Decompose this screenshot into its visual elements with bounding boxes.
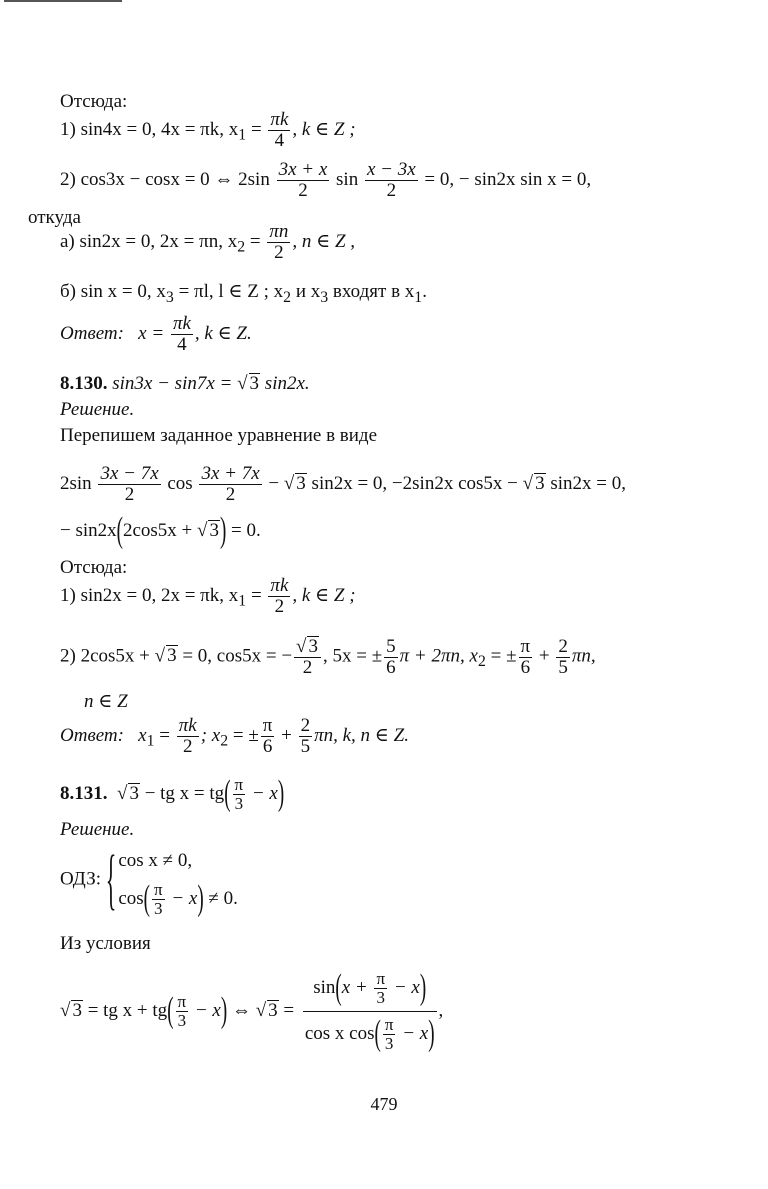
eq-text: − sin2x <box>60 520 117 541</box>
paren: ) <box>419 967 427 1008</box>
equation-line-1 <box>60 110 356 151</box>
frac-den: 3 <box>234 794 244 813</box>
eq-text: = 0. <box>226 520 261 541</box>
eq-text: sin2x. <box>260 373 310 394</box>
eq-text: а) sin2x = 0, 2x = πn, x <box>60 230 238 252</box>
eq-text: πn, <box>571 645 596 667</box>
subscript: 2 <box>477 653 486 671</box>
frac-den: 6 <box>520 656 531 678</box>
frac-den: 2 <box>298 180 308 201</box>
answer-label: Ответ: <box>60 724 124 746</box>
frac-den: 5 <box>300 736 311 757</box>
eq-text: ; x <box>200 724 221 746</box>
frac-num: 3x − 7x <box>100 463 159 484</box>
frac-den: 2 <box>274 242 284 263</box>
text-line-otsyuda-1: Отсюда: <box>60 91 128 112</box>
frac-num: 2 <box>558 635 568 657</box>
solution-label-1: Решение. <box>60 399 135 420</box>
frac-num: x − 3x <box>366 159 416 180</box>
frac-den: 3 <box>376 988 386 1007</box>
eq-text: , 5x = ± <box>322 645 383 667</box>
eq-text: = 0, cos5x = − <box>177 645 293 667</box>
subscript: 2 <box>237 238 246 256</box>
eq-text: sin3x − sin7x = <box>112 373 238 394</box>
system-row-2 <box>118 880 238 919</box>
frac-den: 3 <box>384 1034 394 1053</box>
eq-text: = <box>246 584 267 606</box>
frac-den: 3 <box>177 1011 187 1030</box>
eq-text: cos <box>162 472 198 494</box>
frac-den: 3 <box>154 899 163 919</box>
eq-text: 2sin <box>60 472 97 494</box>
sqrt-arg: 3 <box>167 645 177 667</box>
eq-text: − x <box>397 1022 429 1044</box>
eq-text: , <box>438 999 444 1021</box>
sqrt-arg: 3 <box>72 999 82 1021</box>
rewrite-text: Перепишем заданное уравнение в виде <box>60 425 378 446</box>
subscript: 1 <box>238 126 247 144</box>
frac-den: 5 <box>558 656 568 678</box>
paren: ( <box>116 510 123 551</box>
eq-text: 1) sin4x = 0, 4x = πk, x <box>60 118 239 140</box>
eq-text: sin2x = 0, −2sin2x cos5x − <box>306 472 523 494</box>
eq-text: − <box>263 472 284 494</box>
eq-text: = tg x + tg <box>82 999 168 1021</box>
subscript: 1 <box>146 732 155 750</box>
equation-line-a <box>60 222 355 263</box>
sqrt-arg: 3 <box>296 472 306 494</box>
paren: ) <box>197 878 204 919</box>
eq-text: = <box>246 118 267 140</box>
equation-e2: − sin2x(2cos5x + √ 3) = 0. <box>60 510 261 551</box>
eq-text: x = <box>138 322 169 344</box>
answer-2 <box>60 716 409 757</box>
frac-num: πn <box>269 221 289 242</box>
paren: ( <box>335 967 342 1008</box>
eq-text: = <box>245 230 266 252</box>
subscript: 2 <box>220 732 229 750</box>
equation-line-b <box>60 280 427 310</box>
paren: ) <box>219 510 227 551</box>
eq-text: 2) 2cos5x + <box>60 645 155 667</box>
frac-num: π <box>262 715 273 736</box>
eq-text: πn, k, n ∈ Z. <box>314 724 409 746</box>
frac-num: π <box>520 635 531 657</box>
eq-text: − tg x = tg <box>139 782 225 804</box>
eq-text: 1) sin2x = 0, 2x = πk, x <box>60 584 239 606</box>
problem-number: 8.131. <box>60 782 108 804</box>
frac-num: 5 <box>386 635 396 657</box>
top-rule <box>4 0 122 2</box>
text-line-otsyuda-2: Отсюда: <box>60 557 128 578</box>
paren: ( <box>167 990 174 1031</box>
brace: { <box>105 840 117 918</box>
eq-text: ≠ 0. <box>203 888 238 909</box>
frac-num: π <box>234 775 244 794</box>
eq-text: = ± <box>228 724 259 746</box>
problem-8-130: 8.130. sin3x − sin7x = √ 3 sin2x. <box>60 373 310 394</box>
frac-num: πk <box>178 715 197 736</box>
subscript: 3 <box>320 288 329 306</box>
subscript: 2 <box>283 288 292 306</box>
frac-num: 3x + x <box>278 159 328 180</box>
eq-text: = <box>278 999 299 1021</box>
eq-text: x <box>138 724 147 746</box>
eq-text: x + <box>341 976 373 998</box>
subscript: 3 <box>165 288 174 306</box>
page-number: 479 <box>370 1094 398 1114</box>
eq-text: 2) cos3x − cosx = 0 ⇔ 2sin <box>60 168 275 190</box>
frac-num: 2 <box>300 715 311 736</box>
frac-num: πk <box>270 575 289 596</box>
frac-num: π <box>177 992 187 1011</box>
paren: ( <box>143 878 150 919</box>
frac-den: 2 <box>386 180 397 201</box>
frac-den: 2 <box>182 736 193 757</box>
condition-text: Из условия <box>60 933 151 954</box>
paren: ( <box>374 1013 381 1054</box>
eq-text: 2cos5x + <box>122 520 198 541</box>
eq-text: sin2x = 0, <box>545 472 626 494</box>
odz-label: ОДЗ: <box>60 868 102 890</box>
eq-text: − x <box>190 999 221 1021</box>
sqrt-arg: 3 <box>535 472 545 494</box>
frac-den: 4 <box>177 334 187 355</box>
eq-text: cos x ≠ 0, <box>118 850 193 871</box>
eq-text: , n ∈ Z , <box>292 230 356 252</box>
equation-line-8 <box>60 576 356 617</box>
eq-text: = ± <box>485 645 517 667</box>
system-rows <box>118 842 238 919</box>
eq-text: − x <box>247 782 278 804</box>
sqrt-arg: 3 <box>308 636 318 657</box>
eq-text: = πl, l ∈ Z ; x <box>173 281 284 302</box>
eq-text: = 0, − sin2x sin x = 0, <box>419 168 592 190</box>
paren: ( <box>224 773 231 814</box>
eq-text: = <box>154 724 175 746</box>
paren: ) <box>277 773 285 814</box>
equation-line-9: 2) 2cos5x + √ 3 = 0, cos5x = − $\frac{√ 3}{2}$ , 5x = ± $\frac{5}{6}$ π + 2πn, $x_2$ = ± $\frac{\pi}{6}$ + $\frac{2}{5}$ πn, <box>60 635 596 678</box>
answer-label: Ответ: <box>60 322 124 344</box>
solution-label-2: Решение. <box>60 819 135 840</box>
text-line-otkuda: откуда <box>28 207 81 228</box>
eq-text: б) sin x = 0, x <box>60 281 166 302</box>
eq-text: sin <box>331 168 363 190</box>
subscript: 1 <box>238 592 247 610</box>
equation-e1: 2sin $\frac{3x - 7x}{2}$ cos $\frac{3x + 7x}{2}$ − √ 3 sin2x = 0, −2sin2x cos5x − √ 3 sin2x = 0, <box>60 463 626 505</box>
frac-den: 2 <box>124 484 135 505</box>
system-row-1 <box>118 842 238 880</box>
paren: ) <box>428 1013 435 1054</box>
eq-text: , k ∈ Z ; <box>292 584 356 606</box>
frac-num: 3x + 7x <box>201 463 260 484</box>
eq-text: + <box>534 645 555 667</box>
eq-text: ⇔ <box>227 999 256 1021</box>
frac-den: 6 <box>386 656 396 678</box>
frac-den: 6 <box>262 736 273 757</box>
frac-den: 2 <box>302 657 313 678</box>
frac-num: π <box>384 1015 394 1034</box>
eq-text: , k ∈ Z ; <box>292 118 356 140</box>
equation-line-2 <box>60 160 591 201</box>
eq-text: входят в x <box>328 281 415 302</box>
frac-num: πk <box>172 313 191 334</box>
sqrt-arg: 3 <box>129 782 139 804</box>
sqrt-arg: 3 <box>249 373 260 394</box>
eq-text: π + 2πn, x <box>399 645 478 667</box>
sqrt-arg: 3 <box>268 999 278 1021</box>
equation-e3: √ 3 = tg x + tg( $\frac{\pi}{3}$ − x) ⇔ √ 3 = sin(x + $\frac{\pi}{3}$ − x) cos x cos( $\frac{\pi}{3}$ − x) , <box>60 967 444 1054</box>
frac-num: πk <box>270 109 289 130</box>
subscript: 1 <box>414 288 423 306</box>
frac-num: π <box>376 969 386 988</box>
problem-8-131: 8.131. √ 3 − tg x = tg( $\frac{\pi}{3}$ − x) <box>60 773 285 814</box>
text-n-in-z: n ∈ Z <box>84 691 128 712</box>
problem-number: 8.130. <box>60 373 108 394</box>
frac-den: 2 <box>274 596 285 617</box>
eq-text: . <box>422 281 427 302</box>
eq-text: sin <box>313 976 336 998</box>
eq-text: , k ∈ Z. <box>194 322 252 344</box>
eq-text: + <box>276 724 297 746</box>
answer-1 <box>60 314 252 355</box>
paren: ) <box>220 990 228 1031</box>
eq-text: − x <box>389 976 420 998</box>
sqrt-arg: 3 <box>209 520 219 541</box>
odz-system <box>60 842 238 919</box>
eq-text: cos x cos <box>304 1022 375 1044</box>
eq-text: cos <box>118 888 144 909</box>
frac-den: 2 <box>225 484 236 505</box>
eq-text: − x <box>166 888 198 909</box>
frac-den: 4 <box>274 130 285 151</box>
eq-text: и x <box>291 281 321 302</box>
frac-num: π <box>153 880 163 900</box>
